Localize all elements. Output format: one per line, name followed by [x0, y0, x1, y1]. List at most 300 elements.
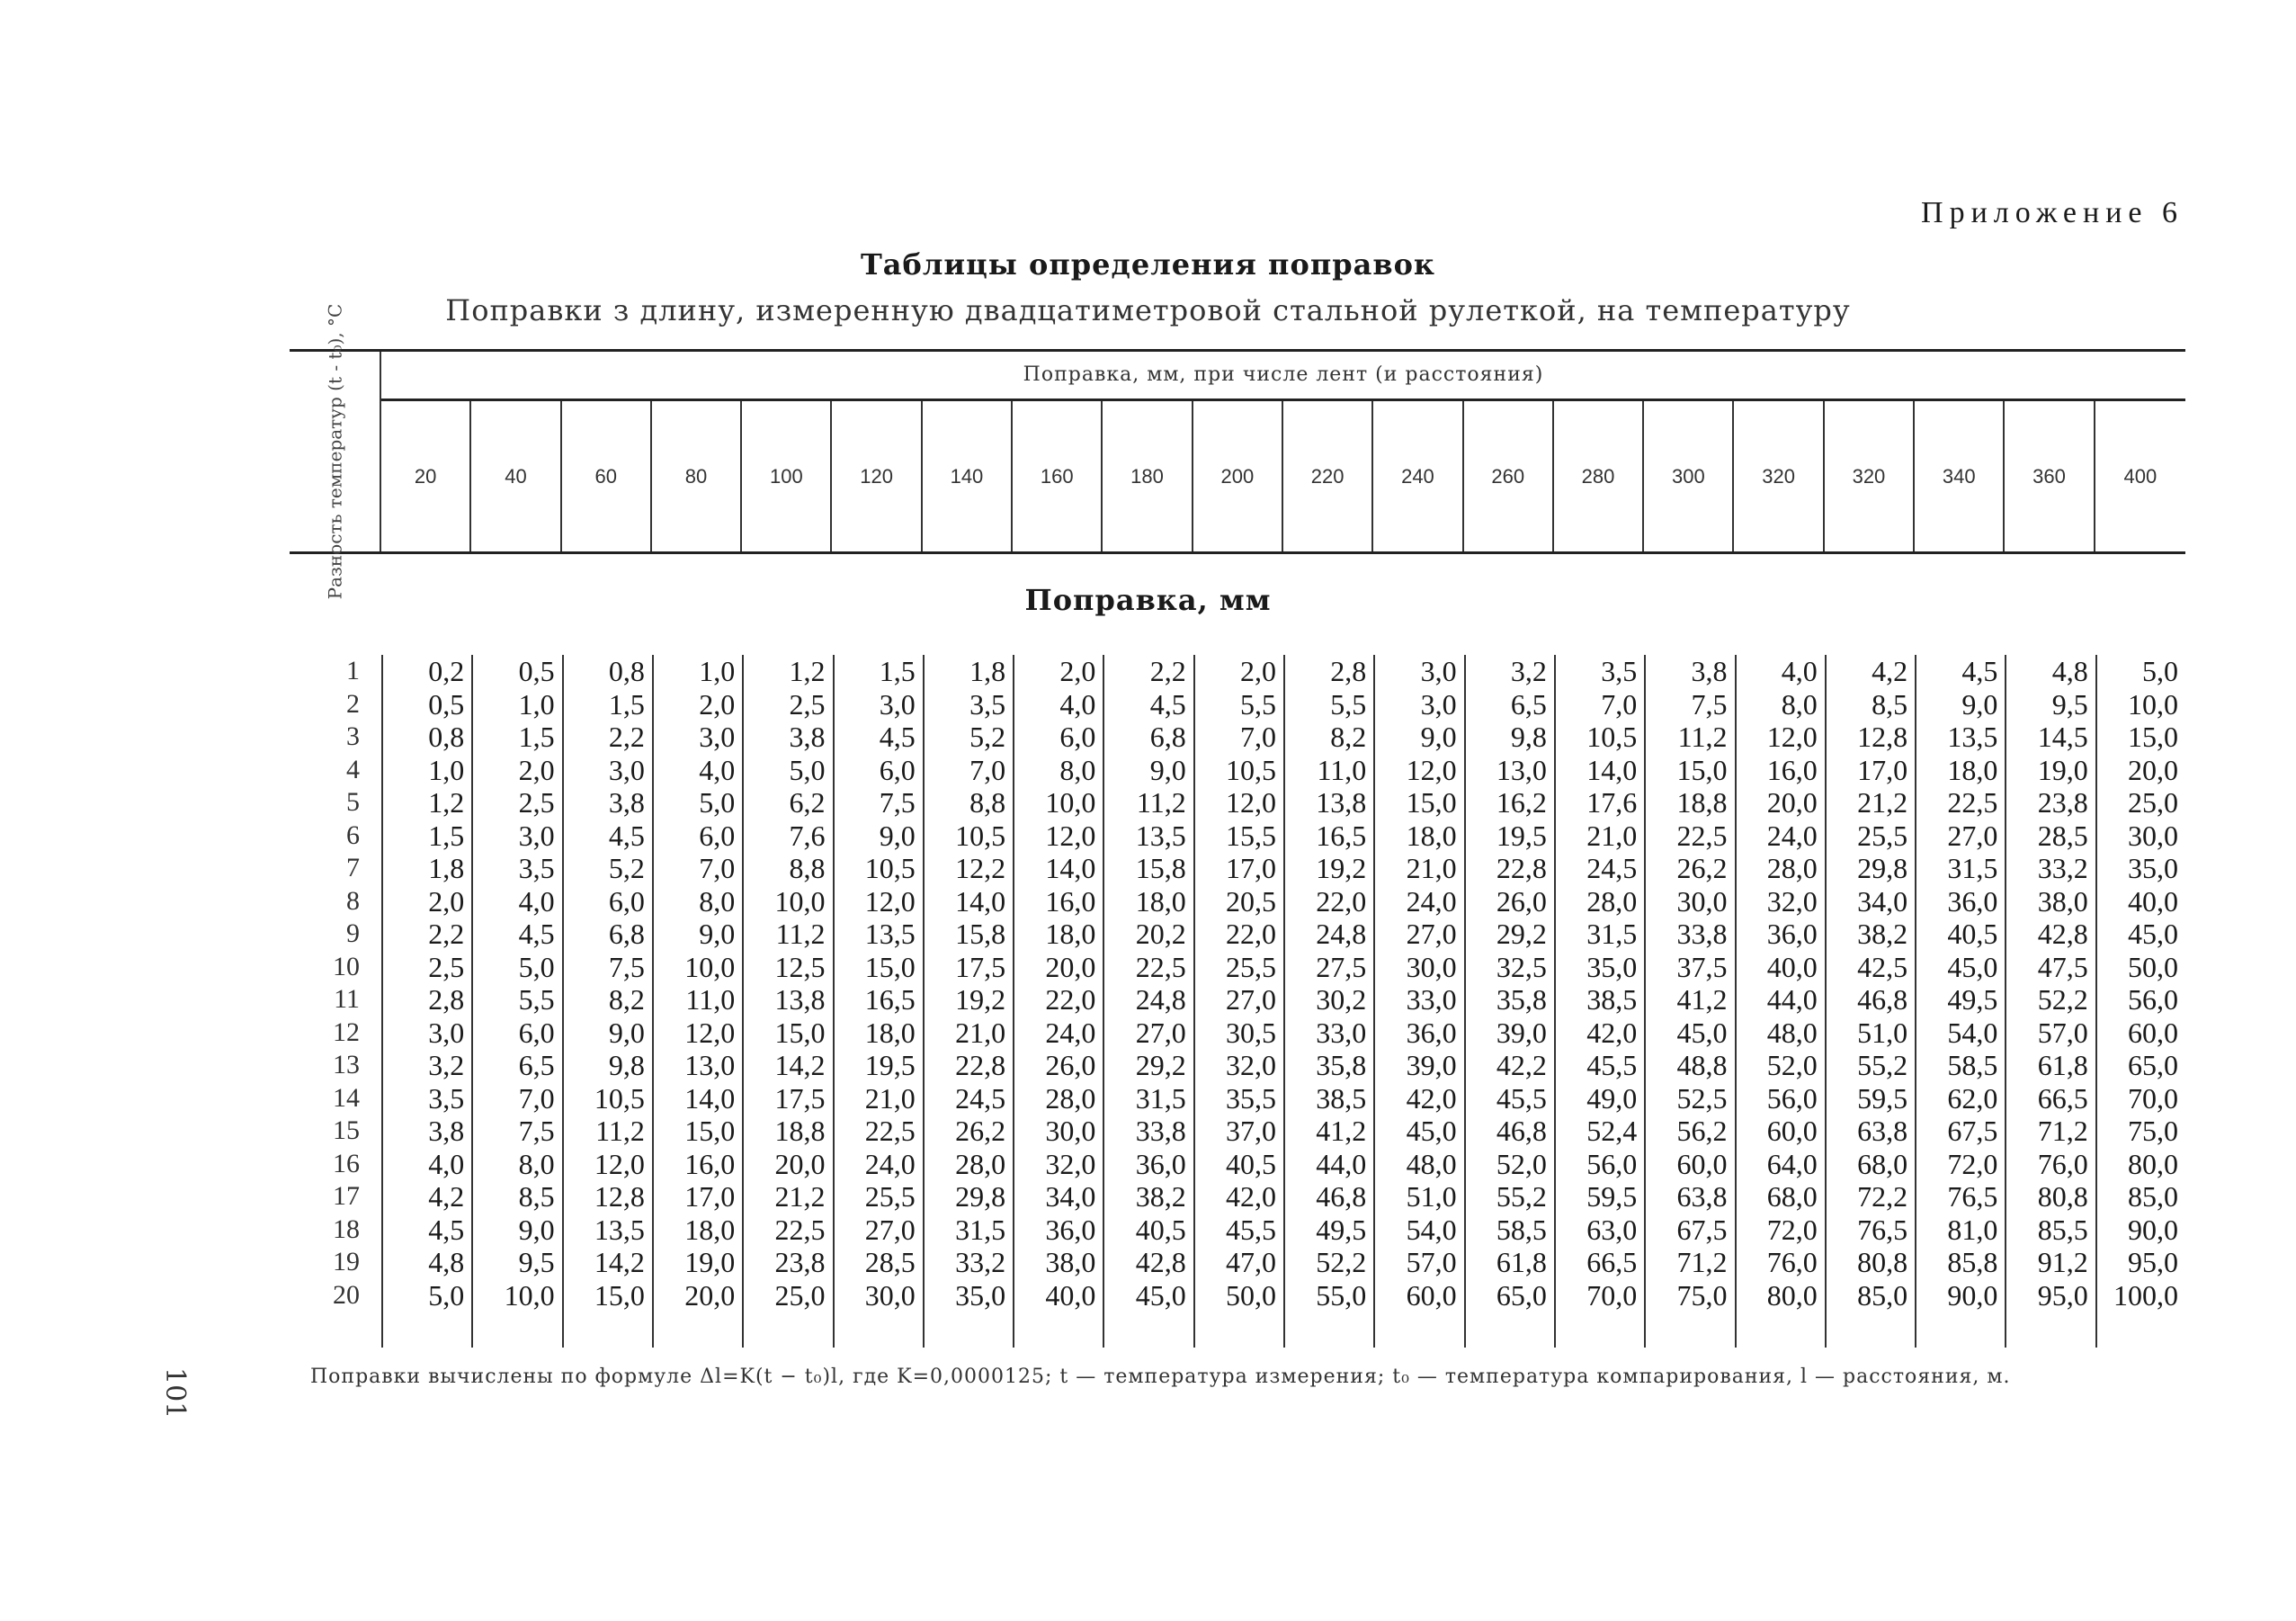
- table-cell: 18,0: [1135, 884, 1186, 918]
- table-cell: 6,8: [1149, 721, 1186, 753]
- table-cell: 1,5: [879, 655, 916, 687]
- table-cell: 0,2: [428, 655, 465, 687]
- section-caption: Поправка, мм: [1024, 583, 1272, 617]
- table-cell: 3,5: [518, 852, 555, 884]
- table-cell: 8,2: [608, 983, 645, 1016]
- table-cell: 29,8: [1857, 852, 1908, 884]
- value-column: [2095, 655, 2185, 1348]
- table-cell: 17,5: [955, 950, 1006, 983]
- table-cell: 63,8: [1676, 1180, 1728, 1213]
- table-cell: 4,8: [2051, 655, 2088, 687]
- table-cell: 15,5: [1225, 819, 1276, 852]
- value-column: [923, 655, 1013, 1348]
- table-cell: 68,0: [1766, 1180, 1818, 1213]
- table-cell: 36,0: [1135, 1147, 1186, 1180]
- table-cell: 10,0: [774, 884, 826, 918]
- table-cell: 30,0: [864, 1278, 916, 1312]
- value-column: [652, 655, 742, 1348]
- table-cell: 29,2: [1496, 918, 1547, 950]
- table-cell: 49,5: [1316, 1213, 1367, 1246]
- table-cell: 90,0: [2127, 1213, 2178, 1246]
- table-cell: 7,0: [518, 1081, 555, 1115]
- row-temperature: 19: [333, 1247, 360, 1276]
- table-cell: 14,2: [774, 1049, 826, 1081]
- column-header: 240: [1373, 401, 1463, 551]
- table-cell: 21,0: [864, 1081, 916, 1115]
- table-cell: 8,8: [969, 786, 1006, 819]
- column-header: 340: [1915, 401, 2005, 551]
- table-cell: 20,0: [1045, 950, 1096, 983]
- table-cell: 55,0: [1316, 1278, 1367, 1312]
- row-temperature: 12: [333, 1016, 360, 1047]
- table-cell: 52,0: [1766, 1049, 1818, 1081]
- table-cell: 13,0: [684, 1049, 736, 1081]
- row-header-cell: [290, 303, 381, 600]
- table-cell: 4,5: [1149, 687, 1186, 721]
- table-cell: 6,0: [608, 884, 645, 918]
- table-cell: 95,0: [2037, 1278, 2088, 1312]
- table-cell: 30,0: [1676, 884, 1728, 918]
- table-cell: 5,5: [1239, 687, 1276, 721]
- table-cell: 1,5: [608, 687, 645, 721]
- table-cell: 8,5: [1872, 687, 1908, 721]
- table-cell: 31,5: [955, 1213, 1006, 1246]
- table-cell: 9,0: [1420, 721, 1457, 753]
- table-cell: 45,5: [1496, 1081, 1547, 1115]
- table-cell: 22,0: [1225, 918, 1276, 950]
- value-column: [1193, 655, 1283, 1348]
- table-cell: 55,2: [1496, 1180, 1547, 1213]
- table-cell: 33,8: [1135, 1115, 1186, 1147]
- row-temperature: 14: [333, 1082, 360, 1113]
- table-cell: 13,8: [1316, 786, 1367, 819]
- table-cell: 8,8: [789, 852, 826, 884]
- table-cell: 100,0: [2113, 1278, 2178, 1312]
- table-cell: 30,0: [2127, 819, 2178, 852]
- table-cell: 6,0: [879, 753, 916, 786]
- table-cell: 7,0: [969, 753, 1006, 786]
- table-cell: 15,0: [1406, 786, 1457, 819]
- table-cell: 42,0: [1406, 1081, 1457, 1115]
- table-cell: 4,8: [428, 1246, 465, 1278]
- table-cell: 60,0: [1406, 1278, 1457, 1312]
- table-cell: 11,2: [595, 1115, 645, 1147]
- table-cell: 3,8: [789, 721, 826, 753]
- table-cell: 6,0: [699, 819, 736, 852]
- column-header: 100: [742, 401, 832, 551]
- table-cell: 51,0: [1857, 1016, 1908, 1049]
- table-cell: 60,0: [1676, 1147, 1728, 1180]
- table-cell: 76,0: [2037, 1147, 2088, 1180]
- table-cell: 3,2: [1510, 655, 1547, 687]
- table-cell: 54,0: [1947, 1016, 1998, 1049]
- table-cell: 20,0: [774, 1147, 826, 1180]
- table-cell: 76,0: [1766, 1246, 1818, 1278]
- table-cell: 65,0: [2127, 1049, 2178, 1081]
- table-cell: 1,0: [428, 753, 465, 786]
- table-cell: 15,0: [774, 1016, 826, 1049]
- table-cell: 30,2: [1316, 983, 1367, 1016]
- table-cell: 8,0: [699, 884, 736, 918]
- table-cell: 2,8: [1330, 655, 1367, 687]
- table-cell: 6,5: [518, 1049, 555, 1081]
- table-cell: 3,5: [428, 1081, 465, 1115]
- table-cell: 9,0: [518, 1213, 555, 1246]
- table-cell: 3,5: [1601, 655, 1638, 687]
- table-cell: 57,0: [1406, 1246, 1457, 1278]
- table-cell: 22,0: [1316, 884, 1367, 918]
- table-cell: 33,0: [1406, 983, 1457, 1016]
- table-cell: 42,8: [2037, 918, 2088, 950]
- table-cell: 4,5: [1961, 655, 1998, 687]
- table-cell: 85,5: [2037, 1213, 2088, 1246]
- table-cell: 16,0: [1766, 753, 1818, 786]
- table-cell: 13,5: [1135, 819, 1186, 852]
- table-cell: 4,0: [518, 884, 555, 918]
- table-cell: 5,0: [428, 1278, 465, 1312]
- table-cell: 56,0: [2127, 983, 2178, 1016]
- table-cell: 54,0: [1406, 1213, 1457, 1246]
- table-cell: 52,4: [1586, 1115, 1638, 1147]
- table-cell: 20,0: [2127, 753, 2178, 786]
- table-cell: 1,0: [699, 655, 736, 687]
- table-cell: 7,0: [699, 852, 736, 884]
- value-column: [1103, 655, 1193, 1348]
- table-cell: 37,5: [1676, 950, 1728, 983]
- table-cell: 16,2: [1496, 786, 1547, 819]
- table-cell: 50,0: [2127, 950, 2178, 983]
- column-header: 360: [2005, 401, 2095, 551]
- table-cell: 12,5: [774, 950, 826, 983]
- table-cell: 59,5: [1857, 1081, 1908, 1115]
- table-cell: 7,0: [1601, 687, 1638, 721]
- table-cell: 38,0: [1045, 1246, 1096, 1278]
- table-cell: 3,0: [1420, 655, 1457, 687]
- table-cell: 19,2: [1316, 852, 1367, 884]
- table-cell: 10,0: [504, 1278, 555, 1312]
- table-cell: 72,0: [1947, 1147, 1998, 1180]
- table-cell: 27,0: [1135, 1016, 1186, 1049]
- table-cell: 49,5: [1947, 983, 1998, 1016]
- table-cell: 45,0: [1676, 1016, 1728, 1049]
- table-cell: 35,5: [1225, 1081, 1276, 1115]
- value-column: [562, 655, 652, 1348]
- table-cell: 10,5: [864, 852, 916, 884]
- table-cell: 18,8: [774, 1115, 826, 1147]
- table-cell: 20,0: [684, 1278, 736, 1312]
- value-column: [1464, 655, 1554, 1348]
- table-cell: 14,2: [594, 1246, 645, 1278]
- table-cell: 72,2: [1857, 1180, 1908, 1213]
- column-header: 220: [1283, 401, 1373, 551]
- table-cell: 2,0: [518, 753, 555, 786]
- row-temperature: 5: [346, 787, 360, 817]
- table-cell: 24,8: [1316, 918, 1367, 950]
- table-cell: 52,5: [1676, 1081, 1728, 1115]
- table-cell: 52,0: [1496, 1147, 1547, 1180]
- table-cell: 15,8: [1135, 852, 1186, 884]
- table-cell: 31,5: [1947, 852, 1998, 884]
- table-cell: 12,2: [955, 852, 1006, 884]
- appendix-label: Приложение 6: [1921, 196, 2184, 229]
- table-cell: 12,0: [1225, 786, 1276, 819]
- table-cell: 76,5: [1947, 1180, 1998, 1213]
- table-cell: 40,0: [1766, 950, 1818, 983]
- table-cell: 13,5: [1947, 721, 1998, 753]
- value-column: [2005, 655, 2095, 1348]
- table-cell: 3,0: [699, 721, 736, 753]
- row-temperature: 4: [346, 754, 360, 784]
- table-cell: 23,8: [774, 1246, 826, 1278]
- table-cell: 22,8: [955, 1049, 1006, 1081]
- table-cell: 42,0: [1225, 1180, 1276, 1213]
- column-header: 20: [381, 401, 471, 551]
- table-cell: 24,0: [1406, 884, 1457, 918]
- table-cell: 67,5: [1676, 1213, 1728, 1246]
- table-cell: 8,5: [518, 1180, 555, 1213]
- row-temperature: 10: [333, 951, 360, 981]
- table-cell: 24,0: [864, 1147, 916, 1180]
- row-temperature: 2: [346, 688, 360, 719]
- table-cell: 42,0: [1586, 1016, 1638, 1049]
- table-cell: 15,0: [594, 1278, 645, 1312]
- table-cell: 9,0: [699, 918, 736, 950]
- table-cell: 15,0: [864, 950, 916, 983]
- table-cell: 95,0: [2127, 1246, 2178, 1278]
- table-cell: 33,8: [1676, 918, 1728, 950]
- table-cell: 58,5: [1496, 1213, 1547, 1246]
- table-cell: 3,8: [1691, 655, 1728, 687]
- table-cell: 63,8: [1857, 1115, 1908, 1147]
- table-cell: 15,8: [955, 918, 1006, 950]
- table-cell: 17,0: [684, 1180, 736, 1213]
- value-column: [381, 655, 471, 1348]
- column-header: 400: [2123, 464, 2158, 488]
- table-cell: 39,0: [1496, 1016, 1547, 1049]
- table-cell: 28,0: [1586, 884, 1638, 918]
- table-cell: 35,0: [1586, 950, 1638, 983]
- table-cell: 16,5: [1316, 819, 1367, 852]
- table-cell: 28,5: [864, 1246, 916, 1278]
- table-cell: 11,2: [775, 918, 826, 950]
- column-header: 180: [1103, 401, 1193, 551]
- table-cell: 51,0: [1406, 1180, 1457, 1213]
- table-cell: 24,5: [1586, 852, 1638, 884]
- table-cell: 11,0: [1317, 753, 1367, 786]
- table-cell: 72,0: [1766, 1213, 1818, 1246]
- table-cell: 3,0: [1420, 687, 1457, 721]
- table-cell: 15,0: [2127, 721, 2178, 753]
- table-cell: 32,0: [1766, 884, 1818, 918]
- table-cell: 16,0: [684, 1147, 736, 1180]
- table-cell: 75,0: [1676, 1278, 1728, 1312]
- table-cell: 22,8: [1496, 852, 1547, 884]
- table-cell: 44,0: [1766, 983, 1818, 1016]
- table-cell: 71,2: [2037, 1115, 2088, 1147]
- table-cell: 25,0: [774, 1278, 826, 1312]
- table-cell: 10,5: [1225, 753, 1276, 786]
- table-cell: 45,0: [2127, 918, 2178, 950]
- table-cell: 16,5: [864, 983, 916, 1016]
- table-cell: 19,0: [2037, 753, 2088, 786]
- table-cell: 8,2: [1330, 721, 1367, 753]
- table-cell: 28,0: [1045, 1081, 1096, 1115]
- table-cell: 9,0: [1961, 687, 1998, 721]
- value-column: [1644, 655, 1734, 1348]
- table-cell: 26,2: [1676, 852, 1728, 884]
- value-column: [471, 655, 561, 1348]
- table-cell: 21,2: [774, 1180, 826, 1213]
- table-cell: 49,0: [1586, 1081, 1638, 1115]
- table-cell: 91,2: [2037, 1246, 2088, 1278]
- table-cell: 28,5: [2037, 819, 2088, 852]
- column-header: 120: [833, 401, 923, 551]
- value-column: [1915, 655, 2005, 1348]
- table-cell: 66,5: [1586, 1246, 1638, 1278]
- table-cell: 5,2: [608, 852, 645, 884]
- table-cell: 71,2: [1676, 1246, 1728, 1278]
- table-cell: 41,2: [1676, 983, 1728, 1016]
- table-cell: 35,0: [2127, 852, 2178, 884]
- table-cell: 35,0: [955, 1278, 1006, 1312]
- table-cell: 25,5: [1225, 950, 1276, 983]
- footnote: Поправки вычислены по формуле Δl=K(t − t₀)l, где K=0,0000125; t — температура измерения; t₀ — температура компарирования, l — расстояния, м.: [310, 1366, 2011, 1388]
- table-cell: 35,8: [1496, 983, 1547, 1016]
- table-cell: 3,0: [608, 753, 645, 786]
- table-cell: 29,2: [1135, 1049, 1186, 1081]
- table-cell: 10,5: [1586, 721, 1638, 753]
- table-cell: 19,2: [955, 983, 1006, 1016]
- table-cell: 4,2: [1872, 655, 1908, 687]
- column-group-header: Поправка, мм, при числе лент (и расстояния): [381, 352, 2185, 401]
- table-cell: 22,5: [1135, 950, 1186, 983]
- table-cell: 21,2: [1857, 786, 1908, 819]
- table-cell: 6,8: [608, 918, 645, 950]
- table-cell: 26,0: [1045, 1049, 1096, 1081]
- table-cell: 9,0: [879, 819, 916, 852]
- table-cell: 2,5: [518, 786, 555, 819]
- table-cell: 9,0: [608, 1016, 645, 1049]
- table-cell: 5,0: [2141, 655, 2178, 687]
- table-cell: 52,2: [2037, 983, 2088, 1016]
- table-cell: 8,0: [1059, 753, 1096, 786]
- table-cell: 18,0: [684, 1213, 736, 1246]
- table-cell: 21,0: [1586, 819, 1638, 852]
- table-cell: 22,5: [864, 1115, 916, 1147]
- table-cell: 9,5: [2051, 687, 2088, 721]
- row-temperature: 3: [346, 721, 360, 751]
- correction-table-body: [290, 655, 2185, 1348]
- table-cell: 1,0: [518, 687, 555, 721]
- table-cell: 67,5: [1947, 1115, 1998, 1147]
- table-cell: 3,8: [608, 786, 645, 819]
- table-cell: 50,0: [1225, 1278, 1276, 1312]
- table-cell: 46,8: [1857, 983, 1908, 1016]
- table-cell: 62,0: [1947, 1081, 1998, 1115]
- table-cell: 12,0: [594, 1147, 645, 1180]
- table-cell: 33,0: [1316, 1016, 1367, 1049]
- table-cell: 81,0: [1947, 1213, 1998, 1246]
- table-cell: 7,5: [1691, 687, 1728, 721]
- table-cell: 2,2: [1149, 655, 1186, 687]
- table-cell: 60,0: [2127, 1016, 2178, 1049]
- table-cell: 63,0: [1586, 1213, 1638, 1246]
- table-cell: 38,2: [1857, 918, 1908, 950]
- table-cell: 3,2: [428, 1049, 465, 1081]
- table-subtitle: Поправки з длину, измеренную двадцатиметровой стальной рулеткой, на температуру: [445, 293, 1851, 327]
- table-cell: 30,5: [1225, 1016, 1276, 1049]
- column-header: 320: [1735, 401, 1825, 551]
- table-cell: 27,0: [864, 1213, 916, 1246]
- table-cell: 27,0: [1406, 918, 1457, 950]
- table-cell: 61,8: [2037, 1049, 2088, 1081]
- table-cell: 0,5: [428, 687, 465, 721]
- row-temperature: 6: [346, 819, 360, 850]
- table-cell: 1,5: [428, 819, 465, 852]
- table-cell: 4,0: [699, 753, 736, 786]
- table-cell: 6,0: [1059, 721, 1096, 753]
- row-temperature: 7: [346, 853, 360, 882]
- table-cell: 7,0: [1239, 721, 1276, 753]
- table-cell: 7,5: [608, 950, 645, 983]
- table-cell: 31,5: [1135, 1081, 1186, 1115]
- table-cell: 66,5: [2037, 1081, 2088, 1115]
- table-cell: 14,0: [955, 884, 1006, 918]
- table-cell: 46,8: [1316, 1180, 1367, 1213]
- table-cell: 8,0: [518, 1147, 555, 1180]
- table-cell: 6,5: [1510, 687, 1547, 721]
- row-temperature: 17: [333, 1181, 360, 1211]
- table-cell: 12,0: [1406, 753, 1457, 786]
- value-column: [1373, 655, 1463, 1348]
- table-cell: 57,0: [2037, 1016, 2088, 1049]
- table-cell: 37,0: [1225, 1115, 1276, 1147]
- table-cell: 21,0: [955, 1016, 1006, 1049]
- table-cell: 34,0: [1857, 884, 1908, 918]
- table-cell: 47,5: [2037, 950, 2088, 983]
- row-temperature: 11: [334, 984, 360, 1014]
- table-cell: 2,0: [1239, 655, 1276, 687]
- table-cell: 17,0: [1857, 753, 1908, 786]
- table-cell: 2,2: [428, 918, 465, 950]
- value-column: [1735, 655, 1825, 1348]
- table-cell: 46,8: [1496, 1115, 1547, 1147]
- table-cell: 18,0: [1947, 753, 1998, 786]
- table-cell: 64,0: [1766, 1147, 1818, 1180]
- table-cell: 20,0: [1766, 786, 1818, 819]
- table-cell: 2,2: [608, 721, 645, 753]
- table-cell: 1,8: [428, 852, 465, 884]
- table-cell: 85,0: [1857, 1278, 1908, 1312]
- table-cell: 29,8: [955, 1180, 1006, 1213]
- table-cell: 4,2: [428, 1180, 465, 1213]
- table-cell: 17,0: [1225, 852, 1276, 884]
- table-cell: 15,0: [1676, 753, 1728, 786]
- table-cell: 2,5: [428, 950, 465, 983]
- table-cell: 45,0: [1135, 1278, 1186, 1312]
- table-cell: 7,5: [518, 1115, 555, 1147]
- value-column: [1283, 655, 1373, 1348]
- table-cell: 36,0: [1947, 884, 1998, 918]
- table-cell: 34,0: [1045, 1180, 1096, 1213]
- table-cell: 25,5: [864, 1180, 916, 1213]
- table-cell: 40,0: [1045, 1278, 1096, 1312]
- value-column: [1554, 655, 1644, 1348]
- table-cell: 18,8: [1676, 786, 1728, 819]
- table-cell: 1,5: [518, 721, 555, 753]
- table-cell: 36,0: [1045, 1213, 1096, 1246]
- table-cell: 33,2: [955, 1246, 1006, 1278]
